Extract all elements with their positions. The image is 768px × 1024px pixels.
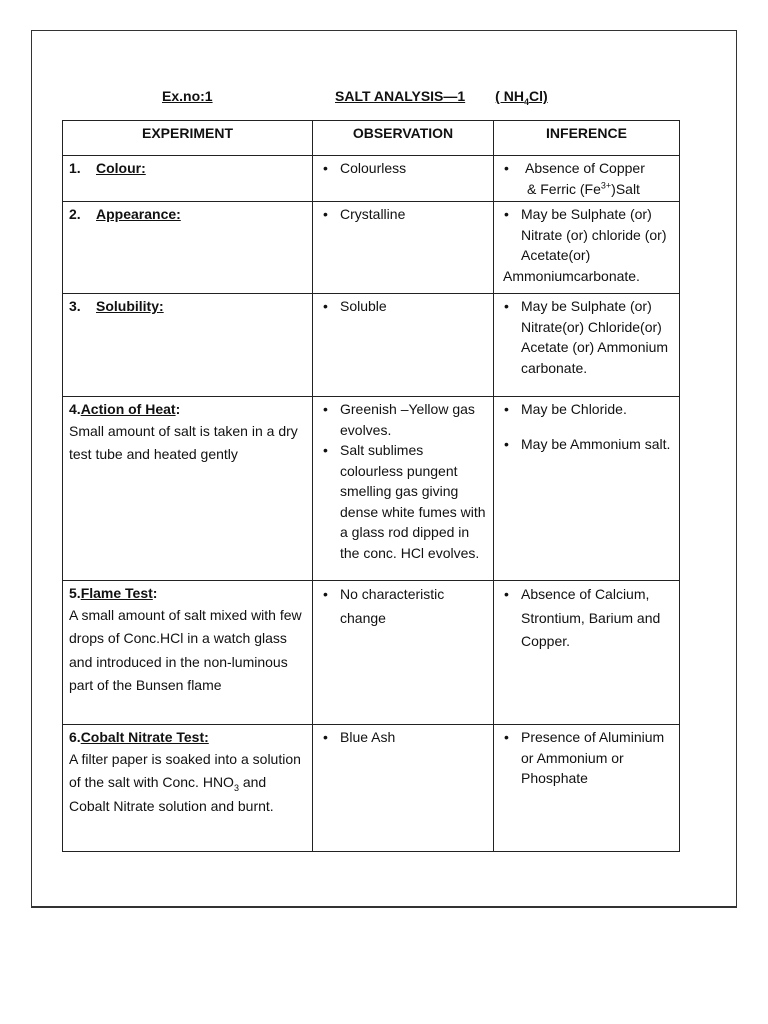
inference-cell [494,725,680,852]
inference-item [500,204,673,286]
experiment-cell [63,725,313,852]
inference-cell [494,156,680,202]
experiment-cell [63,581,313,725]
table-row [63,581,680,725]
experiment-cell [63,397,313,581]
inference-item: • Absence of Calcium, Strontium, Barium and Copper. [500,583,673,654]
inference-cell [494,202,680,294]
inference-item: • May be Chloride. [500,399,673,420]
experiment-cell [63,294,313,397]
procedure-segment: A filter paper is soaked into a solution of the salt with Conc. HNO [69,750,301,790]
row-number: 3. [69,298,81,314]
test-name: Solubility: [96,298,164,314]
column-header-experiment: EXPERIMENT [63,121,313,156]
procedure-text: A small amount of salt mixed with few drops of Conc.HCl in a watch glass and introduced in the non-luminous part of the Bunsen flame [69,606,302,693]
row-number: 2. [69,206,81,222]
formula-suffix: Cl) [528,88,548,104]
test-name: Action of Heat [80,401,176,417]
inference-item: • May be Ammonium salt. [500,434,673,455]
experiment-cell [63,156,313,202]
inference-text: May be Sulphate (or) Nitrate (or) chloride (or) Acetate(or) [521,206,667,263]
row-number: 6. [69,729,81,745]
inference-item: • May be Sulphate (or) Nitrate(or) Chloride(or) Acetate (or) Ammonium carbonate. [500,296,673,378]
row-number: 4. [69,401,81,417]
observation-item: • Blue Ash [319,727,487,748]
test-name: Colour: [96,160,146,176]
column-header-inference: INFERENCE [494,121,680,156]
observation-item: • Greenish –Yellow gas evolves. [319,399,487,440]
inference-cell [494,581,680,725]
test-name: Flame Test [80,585,153,601]
table-row [63,397,680,581]
label-colon: : [152,585,158,601]
table-row [63,294,680,397]
inference-text: )Salt [611,180,640,197]
inference-text: Ammoniumcarbonate. [503,267,640,284]
observation-item: • No characteristic change [319,583,487,630]
observation-cell [313,294,494,397]
observation-cell [313,156,494,202]
inference-cell [494,397,680,581]
procedure-text [69,748,306,819]
title-text: SALT ANALYSIS—1 [335,88,466,104]
chemical-subscript: 3 [233,782,239,793]
inference-text: & Ferric (Fe [527,180,601,197]
test-name: Appearance: [96,206,181,222]
ion-charge: 3+ [600,179,612,190]
inference-item [500,158,673,199]
procedure-segment: and Cobalt Nitrate solution and burnt. [69,774,274,814]
formula-subscript: 4 [523,96,529,107]
observation-item: • Salt sublimes colourless pungent smelling gas giving dense white fumes with a glass rod dipped in the conc. HCl evolves. [319,440,487,563]
formula-prefix: ( NH [495,88,524,104]
table-row [63,156,680,202]
inference-item: • Presence of Aluminium or Ammonium or Phosphate [500,727,673,789]
table-row [63,725,680,852]
row-number: 5. [69,585,81,601]
salt-analysis-table [62,120,680,852]
row-number: 1. [69,160,81,176]
test-name: Cobalt Nitrate Test: [80,729,209,745]
experiment-cell [63,202,313,294]
table-header-row [63,121,680,156]
observation-item: • Soluble [319,296,487,317]
label-colon: : [175,401,181,417]
observation-cell [313,397,494,581]
inference-cell [494,294,680,397]
table-row [63,202,680,294]
observation-cell [313,581,494,725]
inference-text: Absence of Copper [525,160,645,176]
exercise-number: Ex.no:1 [162,88,213,104]
procedure-text: Small amount of salt is taken in a dry test tube and heated gently [69,422,298,462]
observation-item: • Colourless [319,158,487,179]
observation-item: • Crystalline [319,204,487,225]
worksheet-title [335,88,548,107]
column-header-observation: OBSERVATION [313,121,494,156]
observation-cell [313,725,494,852]
observation-cell [313,202,494,294]
